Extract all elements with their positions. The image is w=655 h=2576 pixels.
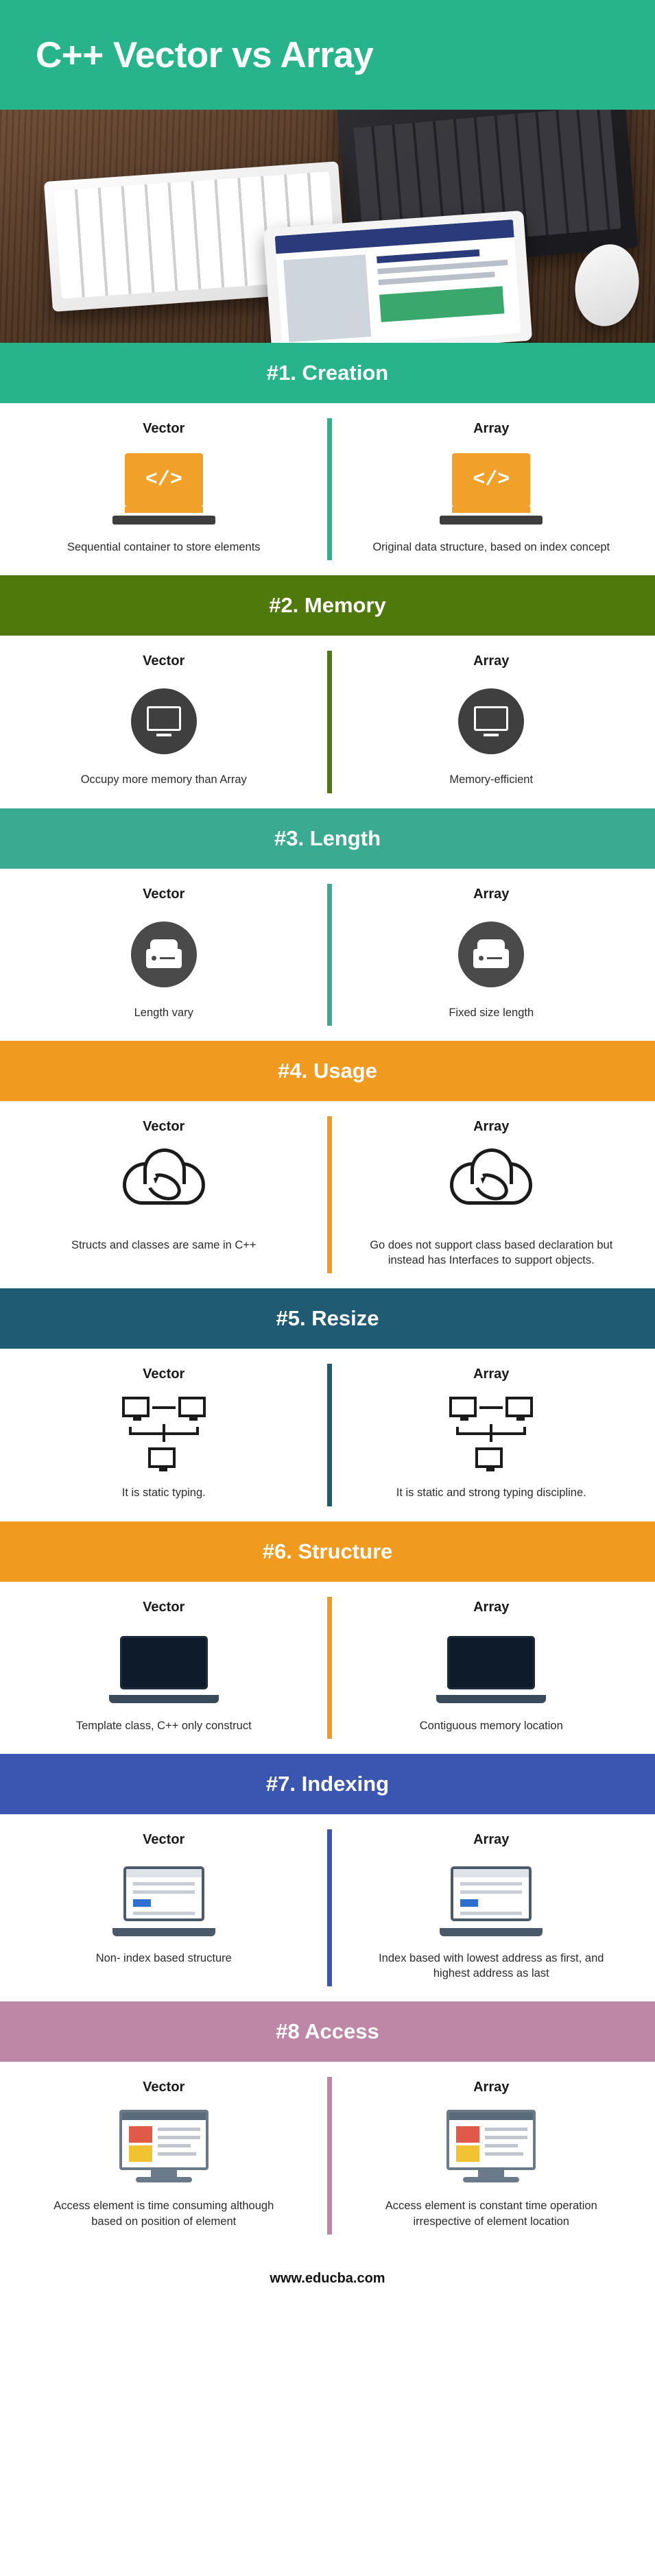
array-column-1	[328, 421, 655, 555]
comparison-block-3	[0, 869, 655, 1041]
column-title: Array	[473, 886, 510, 902]
column-icon	[440, 1393, 543, 1476]
column-icon	[123, 1146, 205, 1228]
column-divider	[327, 418, 332, 560]
printer-circle-icon	[131, 922, 197, 987]
column-description: Memory-efficient	[449, 773, 534, 786]
column-description: Go does not support class based declaration but instead has Interfaces to support objects.	[370, 1238, 613, 1267]
monitor-circle-icon	[458, 688, 524, 754]
column-description: Non- index based structure	[95, 1951, 232, 1964]
column-title: Array	[473, 2080, 510, 2095]
column-title: Array	[473, 421, 510, 436]
column-title: Vector	[143, 653, 185, 669]
section-heading-6: #6. Structure	[0, 1521, 655, 1582]
comparison-block-1	[0, 403, 655, 575]
column-description: Fixed size length	[449, 1006, 534, 1019]
column-description: Original data structure, based on index concept	[372, 541, 610, 553]
network-nodes-icon	[112, 1397, 215, 1472]
column-description: Access element is constant time operation irrespective of element location	[385, 2200, 597, 2228]
column-divider	[327, 1364, 332, 1506]
column-divider	[327, 651, 332, 793]
column-icon	[458, 680, 524, 762]
array-column-5	[328, 1367, 655, 1500]
comparison-block-5	[0, 1349, 655, 1521]
column-divider	[327, 1116, 332, 1274]
section-heading-5: #5. Resize	[0, 1288, 655, 1349]
vector-column-6	[0, 1600, 328, 1733]
column-title: Array	[473, 1599, 510, 1615]
column-description: Structs and classes are same in C++	[71, 1238, 257, 1251]
vector-column-4	[0, 1119, 328, 1268]
column-divider	[327, 1597, 332, 1739]
column-icon	[112, 2106, 215, 2189]
column-icon	[440, 2106, 543, 2189]
comparison-block-2	[0, 636, 655, 808]
vector-column-2	[0, 653, 328, 787]
tablet-photo	[263, 210, 532, 343]
column-description: Length vary	[134, 1006, 193, 1019]
array-column-6	[328, 1600, 655, 1733]
column-description: Contiguous memory location	[419, 1719, 563, 1732]
column-title: Vector	[143, 421, 185, 436]
column-description: It is static typing.	[121, 1486, 206, 1500]
column-title: Vector	[143, 1118, 185, 1134]
code-laptop-icon: </>	[112, 453, 215, 525]
browser-laptop-icon	[112, 1864, 215, 1936]
column-title: Vector	[143, 886, 185, 902]
cloud-sync-icon	[123, 1154, 205, 1220]
array-column-4	[328, 1119, 655, 1268]
column-title: Array	[473, 1367, 510, 1382]
site-url: www.educba.com	[270, 2271, 385, 2287]
column-divider	[327, 1829, 332, 1987]
section-heading-1: #1. Creation	[0, 343, 655, 403]
comparison-block-6	[0, 1582, 655, 1754]
column-icon	[109, 1626, 219, 1709]
vector-column-8	[0, 2080, 328, 2229]
comparison-block-7	[0, 1814, 655, 2002]
column-icon	[450, 1146, 532, 1228]
column-title: Array	[473, 1118, 510, 1134]
column-description: It is static and strong typing discipline.	[396, 1486, 586, 1500]
column-description: Access element is time consuming although based on position of element	[53, 2200, 274, 2228]
column-title: Array	[473, 653, 510, 669]
vector-column-5	[0, 1367, 328, 1500]
monitor-circle-icon	[131, 688, 197, 754]
column-title: Vector	[143, 1599, 185, 1615]
column-description: Index based with lowest address as first, and highest address as last	[379, 1951, 604, 1980]
section-heading-8: #8 Access	[0, 2001, 655, 2062]
hero-image	[0, 110, 655, 343]
column-icon	[436, 1626, 546, 1709]
column-divider	[327, 884, 332, 1026]
monitor-content-icon	[440, 2110, 543, 2185]
column-title: Vector	[143, 1831, 185, 1847]
section-heading-7: #7. Indexing	[0, 1754, 655, 1814]
browser-laptop-icon	[440, 1864, 543, 1936]
column-title: Vector	[143, 2080, 185, 2095]
column-title: Array	[473, 1831, 510, 1847]
column-icon	[440, 448, 543, 530]
column-icon	[131, 680, 197, 762]
cloud-sync-icon	[450, 1154, 532, 1220]
array-column-7	[328, 1832, 655, 1982]
page-title: C++ Vector vs Array	[36, 34, 374, 75]
comparison-block-8	[0, 2062, 655, 2250]
column-description: Occupy more memory than Array	[80, 773, 247, 786]
column-icon	[131, 913, 197, 996]
column-icon	[112, 1859, 215, 1941]
section-heading-2: #2. Memory	[0, 575, 655, 636]
column-icon	[112, 448, 215, 530]
array-column-3	[328, 887, 655, 1020]
column-divider	[327, 2077, 332, 2235]
vector-column-1	[0, 421, 328, 555]
monitor-content-icon	[112, 2110, 215, 2185]
column-icon	[112, 1393, 215, 1476]
vector-column-3	[0, 887, 328, 1020]
array-column-8	[328, 2080, 655, 2229]
sections-container	[0, 343, 655, 2250]
column-title: Vector	[143, 1367, 185, 1382]
printer-circle-icon	[458, 922, 524, 987]
comparison-block-4	[0, 1101, 655, 1289]
column-description: Sequential container to store elements	[67, 541, 261, 553]
section-heading-3: #3. Length	[0, 808, 655, 869]
code-laptop-icon: </>	[440, 453, 543, 525]
dark-laptop-icon	[109, 1632, 219, 1703]
network-nodes-icon	[440, 1397, 543, 1472]
dark-laptop-icon	[436, 1632, 546, 1703]
title-bar	[0, 0, 655, 110]
array-column-2	[328, 653, 655, 787]
column-description: Template class, C++ only construct	[75, 1719, 252, 1732]
footer	[0, 2250, 655, 2309]
column-icon	[440, 1859, 543, 1941]
section-heading-4: #4. Usage	[0, 1041, 655, 1101]
column-icon	[458, 913, 524, 996]
vector-column-7	[0, 1832, 328, 1982]
